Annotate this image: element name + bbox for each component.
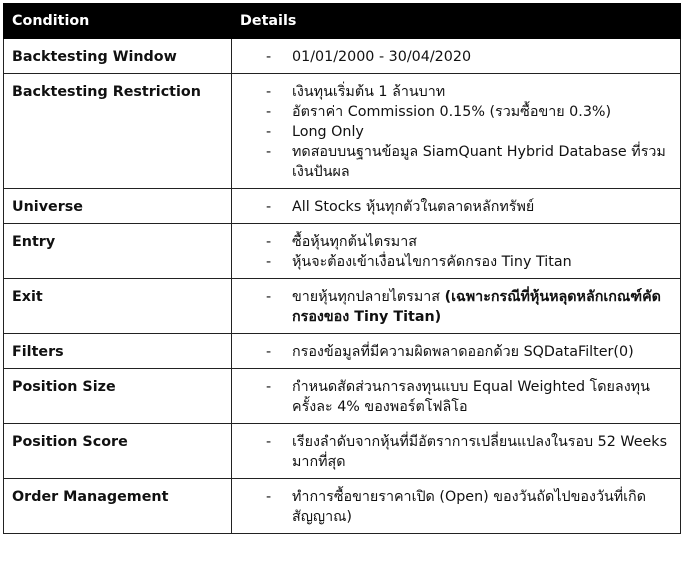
condition-cell: Exit [4, 279, 232, 334]
header-condition: Condition [4, 4, 232, 39]
detail-item [240, 432, 672, 472]
dash-marker: - [266, 379, 272, 395]
table-row [4, 39, 681, 74]
table-row [4, 279, 681, 334]
details-cell [232, 224, 681, 279]
condition-cell: Backtesting Window [4, 39, 232, 74]
dash-marker: - [266, 84, 272, 100]
header-details: Details [232, 4, 681, 39]
detail-text: 01/01/2000 - 30/04/2020 [292, 49, 472, 65]
dash-marker: - [266, 234, 272, 250]
details-cell [232, 279, 681, 334]
condition-cell: Order Management [4, 479, 232, 534]
table-row [4, 424, 681, 479]
dash-marker: - [266, 489, 272, 505]
detail-item [240, 487, 672, 527]
details-cell [232, 334, 681, 369]
details-cell [232, 39, 681, 74]
dash-marker: - [266, 289, 272, 305]
table-row [4, 189, 681, 224]
detail-item [240, 197, 672, 217]
detail-item [240, 252, 672, 272]
detail-item [240, 47, 672, 67]
detail-text-bold: (เฉพาะกรณีที่หุ้นหลุดหลักเกณฑ์คัดกรองของ Tiny Titan) [292, 289, 661, 325]
detail-item [240, 377, 672, 417]
detail-text: เงินทุนเริ่มต้น 1 ล้านบาท [292, 84, 446, 100]
dash-marker: - [266, 254, 272, 270]
detail-item [240, 82, 672, 102]
condition-cell: Backtesting Restriction [4, 74, 232, 189]
table-row [4, 334, 681, 369]
detail-text: หุ้นจะต้องเข้าเงื่อนไขการคัดกรอง Tiny Titan [292, 254, 572, 270]
detail-item [240, 342, 672, 362]
details-cell [232, 424, 681, 479]
table-header-row [4, 4, 681, 39]
condition-cell: Position Size [4, 369, 232, 424]
dash-marker: - [266, 49, 272, 65]
detail-item [240, 102, 672, 122]
table-row [4, 74, 681, 189]
detail-text: ทำการซื้อขายราคาเปิด (Open) ของวันถัดไปของวันที่เกิดสัญญาณ) [292, 489, 647, 525]
table-row [4, 369, 681, 424]
condition-cell: Position Score [4, 424, 232, 479]
details-cell [232, 189, 681, 224]
detail-item [240, 287, 672, 327]
dash-marker: - [266, 344, 272, 360]
detail-text: ซื้อหุ้นทุกต้นไตรมาส [292, 234, 417, 250]
condition-cell: Entry [4, 224, 232, 279]
dash-marker: - [266, 144, 272, 160]
dash-marker: - [266, 199, 272, 215]
detail-text: Long Only [292, 124, 364, 140]
detail-text: ทดสอบบนฐานข้อมูล SiamQuant Hybrid Database ที่รวมเงินปันผล [292, 144, 666, 180]
dash-marker: - [266, 124, 272, 140]
detail-item [240, 142, 672, 182]
detail-item [240, 122, 672, 142]
detail-text: กำหนดสัดส่วนการลงทุนแบบ Equal Weighted โดยลงทุนครั้งละ 4% ของพอร์ตโฟลิโอ [292, 379, 650, 415]
dash-marker: - [266, 434, 272, 450]
details-cell [232, 479, 681, 534]
details-cell [232, 369, 681, 424]
detail-item [240, 232, 672, 252]
detail-text: ขายหุ้นทุกปลายไตรมาส [292, 289, 445, 305]
detail-text: กรองข้อมูลที่มีความผิดพลาดออกด้วย SQDataFilter(0) [292, 344, 634, 360]
table-row [4, 224, 681, 279]
condition-cell: Universe [4, 189, 232, 224]
table-row [4, 479, 681, 534]
dash-marker: - [266, 104, 272, 120]
detail-text: อัตราค่า Commission 0.15% (รวมซื้อขาย 0.3%) [292, 104, 612, 120]
detail-text: เรียงลำดับจากหุ้นที่มีอัตราการเปลี่ยนแปลงในรอบ 52 Weeks มากที่สุด [292, 434, 668, 470]
backtest-conditions-table [3, 3, 681, 534]
condition-cell: Filters [4, 334, 232, 369]
details-cell [232, 74, 681, 189]
detail-text: All Stocks หุ้นทุกตัวในตลาดหลักทรัพย์ [292, 199, 535, 215]
